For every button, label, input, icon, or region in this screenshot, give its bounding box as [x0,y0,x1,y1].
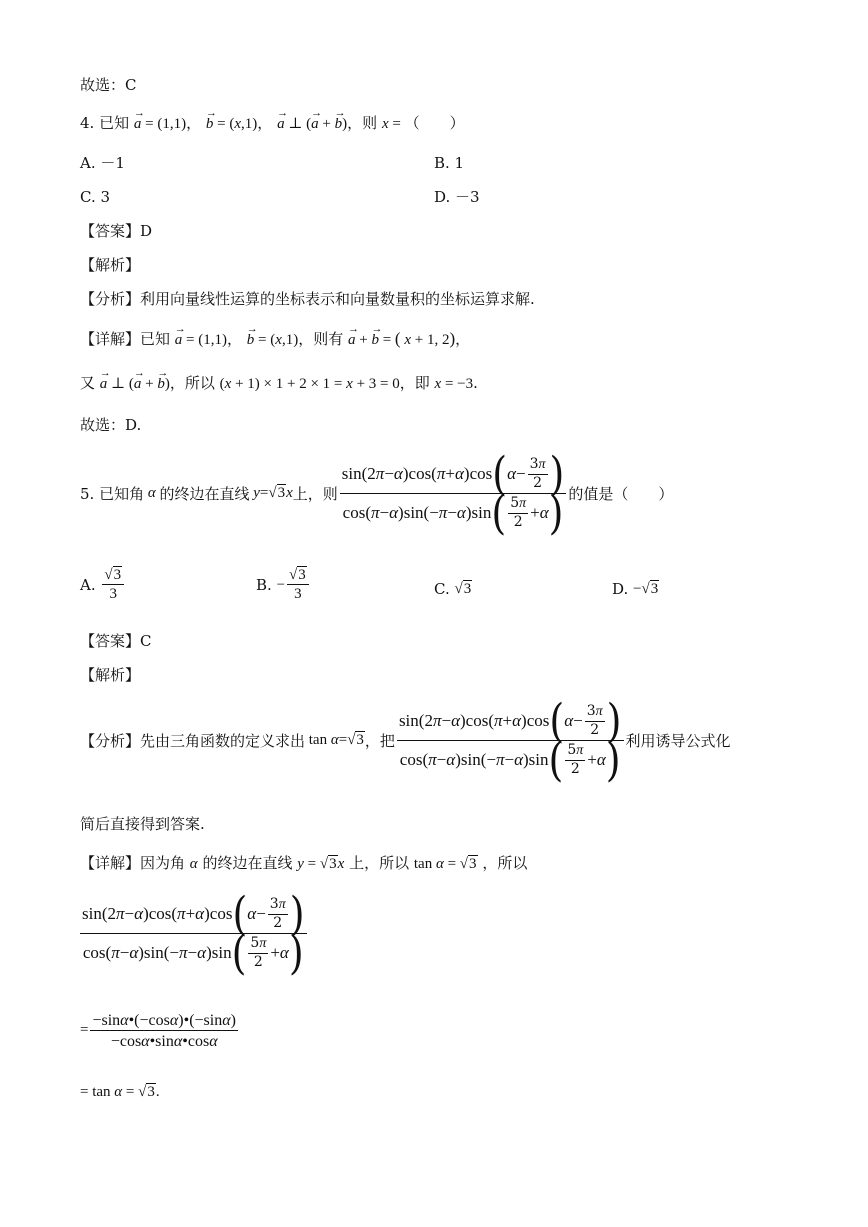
detail-fraction: sin(2 π − α )cos( π + α )cos ( α − $\frac{3\pi}{2}$ ) cos( π − α )sin(− π − α )sin ( $\frac{5\pi}{2}$ + α ) [82,887,305,980]
text: 【分析】先由三角函数的定义求出 [80,732,306,750]
vec-b: → b [247,329,255,351]
question-5: 5. 已知角 α 的终边在直线 y = √3 x 上，则 sin(2 π − α )cos( π + α )cos ( α − $\frac{3\pi}{2}$ ) cos( π − α )sin(− π − α )sin ( $\frac{5\pi}{2}$ + α ) 的值是（ ） [80,447,674,540]
vec-a: → a [100,373,108,395]
sep: ， [257,114,273,132]
text: 上，所以 [349,854,410,872]
option-a: A. －1 [80,154,125,172]
text: ，所以 [482,854,528,872]
vec-a: → a [134,373,142,395]
q4-label: 4. 已知 [80,114,130,132]
gx-4: 故选：D. [80,416,142,434]
vec-b: → b [206,113,214,135]
vec-a: → a [348,329,356,351]
text: ，把 [364,732,395,750]
trig-fraction: sin(2 π − α )cos( π + α )cos ( α − $\frac{3\pi}{2}$ ) cos( π − α )sin(− π − α )sin ( $\frac{5\pi}{2}$ + α ) [341,447,565,540]
q5-option-b: B. − $\frac{√3}{3}$ [256,566,311,603]
text: 的终边在直线 [159,485,250,503]
label: B. [256,575,272,594]
text: 上，则 [292,485,338,503]
q5-option-d: D. − √3 [612,580,659,598]
xiangjie-4: 【详解】已知 → a = (1,1)， → b = (x,1)，则有 → a + → b = ( x + 1, 2)， [80,328,470,351]
vec-a: → a [277,113,285,135]
vec-b: → b [335,113,343,135]
analysis-4: 【解析】 [80,256,141,274]
you-line: 又 → a ⊥ (→ a + → b)，所以 (x + 1) × 1 + 2 × 1 = x + 3 = 0，即 x = −3. [80,372,478,395]
sep: ，所以 [169,374,215,392]
sep: ，则有 [298,330,344,348]
text: 的终边在直线 [202,854,293,872]
sep: . [473,374,478,392]
vec-b: → b [157,373,165,395]
label: C. [434,580,450,598]
question-4: 4. 已知 → a = (1,1)， → b = (x,1)， → a ⊥ (→ a + → b)，则 x = （ ） [80,112,465,135]
fenxi-4: 【分析】利用向量线性运算的坐标表示和向量数量积的坐标运算求解. [80,290,535,308]
sep: ， [227,330,243,348]
sep: ， [455,330,471,348]
sqrt: √3 [268,485,286,501]
simplify-step: = $\frac{-\sin\alpha•(-\cos\alpha)•(-\sin\alpha)}{-\cos\alpha•\sin\alpha•\cos\alpha}$ [80,1012,236,1051]
xiangjie-5: 【详解】因为角 α 的终边在直线 y = √3x 上，所以 tan α = √3 ，所以 [80,854,528,872]
fenxi-5-cont: 简后直接得到答案. [80,815,205,833]
blank: （ ） [404,114,465,132]
option-c: C. 3 [80,188,111,206]
option-d: D. －3 [434,188,480,206]
final-step: = tan α = √3. [80,1084,160,1100]
label: A. [80,575,96,594]
label: D. [612,580,629,598]
analysis-5: 【解析】 [80,666,141,684]
fenxi-5: 【分析】先由三角函数的定义求出 tan α = √3 ，把 sin(2 π − α )cos( π + α )cos ( α − $\frac{3\pi}{2}$ ) cos( π − α )sin(− π − α )sin ( $\frac{5\pi}{2}$ + α ) 利用诱导公式化 [80,694,731,787]
trig-fraction: sin(2 π − α )cos( π + α )cos ( α − $\frac{3\pi}{2}$ ) cos( π − α )sin(− π − α )sin ( $\frac{5\pi}{2}$ + α ) [398,694,622,787]
sep: ， [186,114,202,132]
text: 利用诱导公式化 [625,732,731,750]
answer-4: 【答案】D [80,222,153,240]
answer-5: 【答案】C [80,632,152,650]
option-b: B. 1 [434,154,465,172]
text: 的值是（ ） [568,485,674,503]
label: 又 [80,374,96,392]
sep: ，即 [399,374,430,392]
q5-option-a: A. $\frac{√3}{3}$ [80,566,126,603]
vec-a: → a [175,329,183,351]
q5-option-c: C. √3 [434,580,472,598]
vec-a: → a [311,113,319,135]
label: 【详解】已知 [80,330,171,348]
vec-a: → a [134,113,142,135]
q5-label: 5. 已知角 [80,485,145,503]
prev-answer-line: 故选：C [80,76,137,94]
text: 【详解】因为角 [80,854,186,872]
vec-b: → b [371,329,379,351]
sep: ，则 [347,114,378,132]
